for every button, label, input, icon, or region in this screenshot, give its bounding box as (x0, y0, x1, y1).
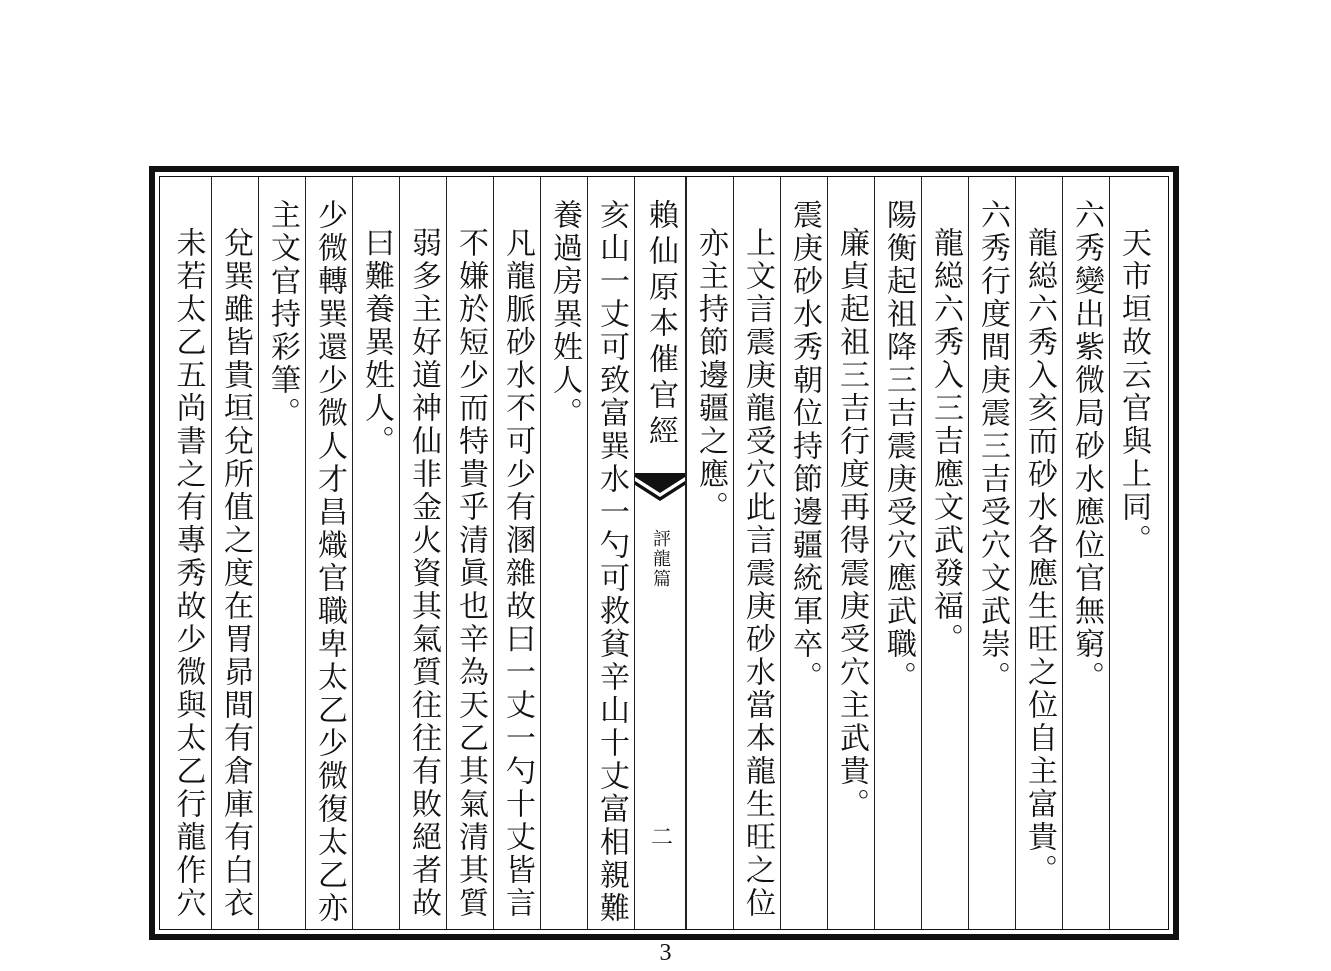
column-text: 凡龍脈砂水不可少有溷雜故曰一丈一勺十丈皆言 (500, 227, 535, 920)
text-column-left-1 (587, 177, 634, 929)
text-column-left-4 (446, 177, 493, 929)
text-column-left-2 (540, 177, 587, 929)
text-column-right-1 (1109, 177, 1156, 929)
column-text: 亥山一丈可致富巽水一勺可救貧辛山十丈富相親難 (594, 199, 629, 925)
text-column-left-8 (258, 177, 305, 929)
column-text: 龍縂六秀入三吉應文武發福。 (928, 227, 963, 656)
fish-tail-ornament (635, 473, 685, 507)
text-column-left-6 (352, 177, 399, 929)
text-column-left-9 (211, 177, 258, 929)
text-column-right-8 (780, 177, 827, 929)
center-fold (634, 177, 686, 929)
text-column-left-3 (493, 177, 540, 929)
text-column-right-10 (686, 177, 733, 929)
column-text: 六秀變出紫微局砂水應位官無窮。 (1069, 199, 1104, 694)
text-column-right-3 (1015, 177, 1062, 929)
text-column-right-9 (733, 177, 780, 929)
column-text: 不嫌於短少而特貴乎清眞也辛為天乙其氣清其質 (453, 227, 488, 920)
column-text: 養過房異姓人。 (547, 199, 582, 430)
text-grid (159, 176, 1169, 930)
text-column-left-5 (399, 177, 446, 929)
text-column-right-6 (874, 177, 921, 929)
column-text: 未若太乙五尚書之有專秀故少微與太乙行龍作穴 (170, 227, 206, 920)
column-text: 廉貞起祖三吉行度再得震庚受穴主武貴。 (834, 227, 869, 821)
text-column-left-10 (164, 177, 211, 929)
column-text: 震庚砂水秀朝位持節邊疆統軍卒。 (787, 199, 822, 694)
column-text: 龍縂六秀入亥而砂水各應生旺之位自主富貴。 (1022, 227, 1057, 887)
column-text: 天市垣故云官與上同。 (1116, 227, 1151, 557)
book-title: 賴仙原本催官經 (643, 199, 678, 451)
page-frame (149, 166, 1179, 940)
text-column-left-7 (305, 177, 352, 929)
column-text: 亦主持節邊疆之應。 (693, 227, 728, 524)
text-column-right-2 (1062, 177, 1109, 929)
column-text: 上文言震庚龍受穴此言震庚砂水當本龍生旺之位 (740, 227, 775, 920)
column-text: 主文官持彩筆。 (265, 199, 300, 430)
text-column-right-5 (921, 177, 968, 929)
section-title: 評龍篇 (650, 529, 671, 589)
column-text: 六秀行度間庚震三吉受穴文武崇。 (975, 199, 1010, 694)
column-text: 曰難養異姓人。 (359, 227, 394, 458)
leaf-number: 二 (647, 825, 673, 847)
column-text: 少微轉巽還少微人才昌熾官職卑太乙少微復太乙亦 (312, 199, 347, 925)
page-number: 3 (659, 940, 672, 966)
column-text: 弱多主好道神仙非金火資其氣質往往有敗絕者故 (406, 227, 441, 920)
column-text: 陽衡起祖降三吉震庚受穴應武職。 (881, 199, 916, 694)
column-text: 兌巽雖皆貴垣兌所值之度在胃昴間有倉庫有白衣 (218, 227, 253, 920)
text-column-right-7 (827, 177, 874, 929)
text-column-right-4 (968, 177, 1015, 929)
